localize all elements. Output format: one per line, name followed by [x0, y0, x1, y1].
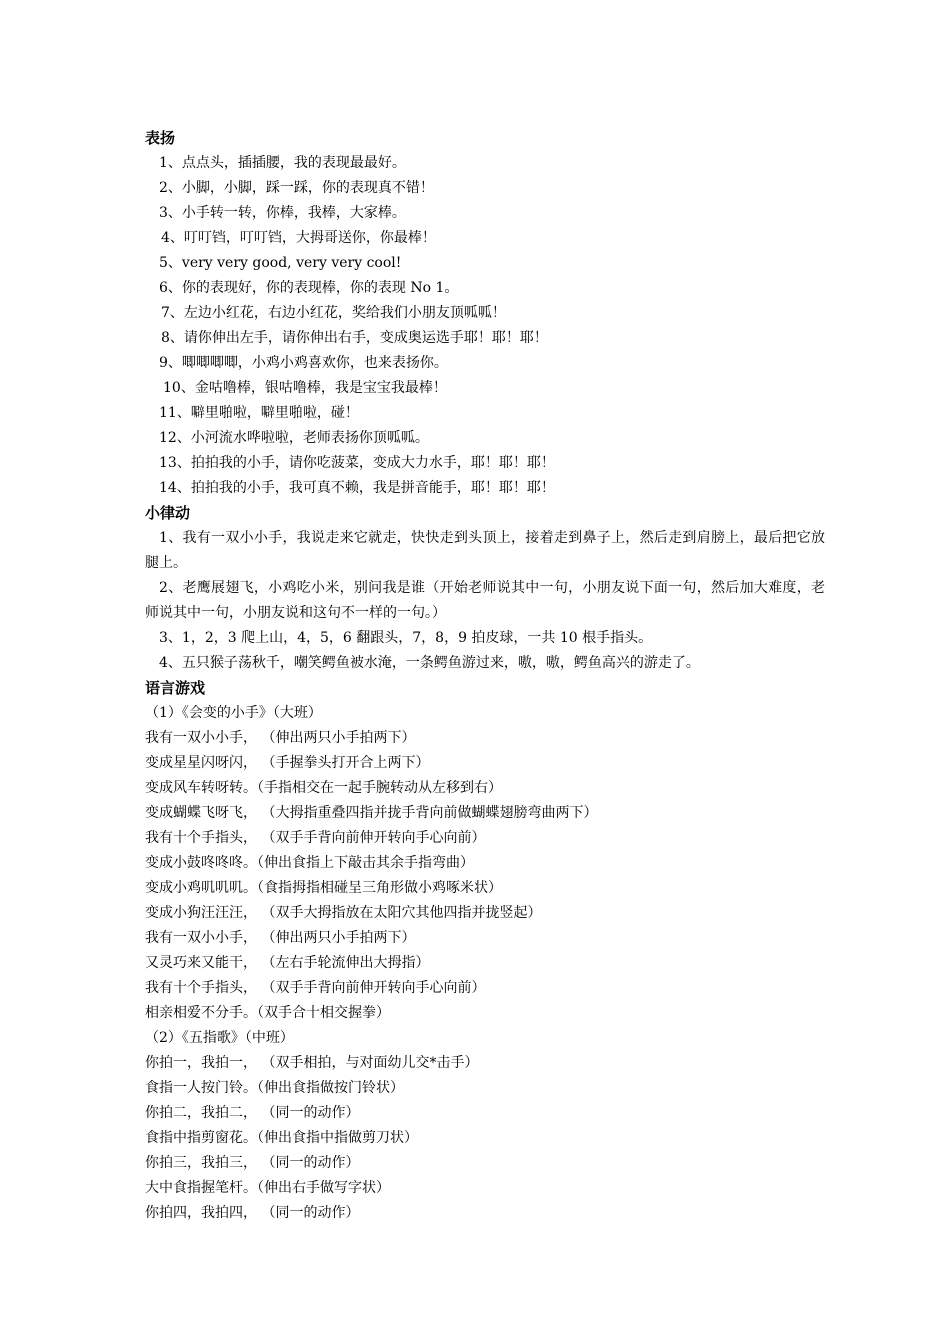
game-line: 我有一双小小手， （伸出两只小手拍两下） [145, 730, 416, 746]
game-line: 你拍一，我拍一， （双手相拍，与对面幼儿交*击手） [145, 1055, 479, 1071]
document-body [145, 126, 825, 1226]
praise-item: 8、请你伸出左手，请你伸出右手，变成奥运选手耶！耶！耶！ [161, 330, 548, 346]
game-line: 相亲相爱不分手。（双手合十相交握拳） [145, 1005, 390, 1021]
praise-item: 1、点点头，插插腰，我的表现最最好。 [159, 155, 406, 171]
praise-item: 13、拍拍我的小手，请你吃菠菜，变成大力水手，耶！耶！耶！ [159, 455, 555, 471]
rhythm-item: 3、1，2，3 爬上山，4，5，6 翻跟头，7，8，9 拍皮球，一共 10 根手指头。 [159, 630, 653, 646]
rhythm-item: 4、五只猴子荡秋千，嘲笑鳄鱼被水淹，一条鳄鱼游过来，嗷，嗷，鳄鱼高兴的游走了。 [159, 655, 700, 671]
praise-item: 9、唧唧唧唧，小鸡小鸡喜欢你，也来表扬你。 [159, 355, 448, 371]
game-line: 你拍二，我拍二， （同一的动作） [145, 1105, 360, 1121]
game-line: 你拍三，我拍三， （同一的动作） [145, 1155, 360, 1171]
section-title-praise: 表扬 [145, 129, 176, 147]
game-line: 变成星星闪呀闪， （手握拳头打开合上两下） [145, 755, 430, 771]
game-line: 大中食指握笔杆。（伸出右手做写字状） [145, 1180, 390, 1196]
praise-item: 11、噼里啪啦，噼里啪啦，碰！ [159, 405, 359, 421]
game-line: 食指中指剪窗花。（伸出食指中指做剪刀状） [145, 1130, 418, 1146]
game-line: 我有十个手指头， （双手手背向前伸开转向手心向前） [145, 830, 486, 846]
rhythm-item: 2、老鹰展翅飞，小鸡吃小米，别问我是谁（开始老师说其中一句，小朋友说下面一句，然后加大难度，老师说其中一句，小朋友说和这句不一样的一句。） [145, 580, 825, 621]
praise-item: 4、叮叮铛，叮叮铛，大拇哥送你，你最棒！ [161, 230, 436, 246]
game-line: 变成风车转呀转。（手指相交在一起手腕转动从左移到右） [145, 780, 502, 796]
game-line: 我有一双小小手， （伸出两只小手拍两下） [145, 930, 416, 946]
praise-item: 2、小脚，小脚，踩一踩，你的表现真不错！ [159, 180, 434, 196]
game-line: 变成小鼓咚咚咚。（伸出食指上下敲击其余手指弯曲） [145, 855, 474, 871]
game-title: （2）《五指歌》（中班） [145, 1030, 294, 1046]
praise-item: 10、金咕噜棒，银咕噜棒，我是宝宝我最棒！ [163, 380, 447, 396]
game-line: 变成小鸡叽叽叽。（食指拇指相碰呈三角形做小鸡啄米状） [145, 880, 502, 896]
praise-item: 5、very very good, very very cool! [159, 255, 402, 271]
section-title-rhythm: 小律动 [145, 504, 191, 522]
section-title-language-games: 语言游戏 [145, 679, 206, 697]
praise-item: 6、你的表现好，你的表现棒，你的表现 No 1。 [159, 280, 459, 296]
game-line: 变成小狗汪汪汪， （双手大拇指放在太阳穴其他四指并拢竖起） [145, 905, 542, 921]
game-line: 我有十个手指头， （双手手背向前伸开转向手心向前） [145, 980, 486, 996]
praise-item: 3、小手转一转，你棒，我棒，大家棒。 [159, 205, 406, 221]
praise-item: 12、小河流水哗啦啦，老师表扬你顶呱呱。 [159, 430, 429, 446]
game-line: 食指一人按门铃。（伸出食指做按门铃状） [145, 1080, 404, 1096]
game-line: 又灵巧来又能干， （左右手轮流伸出大拇指） [145, 955, 430, 971]
rhythm-item: 1、我有一双小小手，我说走来它就走，快快走到头顶上，接着走到鼻子上，然后走到肩膀上，最后把它放腿上。 [145, 530, 825, 571]
praise-item: 7、左边小红花，右边小红花，奖给我们小朋友顶呱呱！ [161, 305, 506, 321]
game-title: （1）《会变的小手》（大班） [145, 705, 322, 721]
praise-item: 14、拍拍我的小手，我可真不赖，我是拼音能手，耶！耶！耶！ [159, 480, 555, 496]
game-line: 你拍四，我拍四， （同一的动作） [145, 1205, 360, 1221]
game-line: 变成蝴蝶飞呀飞， （大拇指重叠四指并拢手背向前做蝴蝶翅膀弯曲两下） [145, 805, 598, 821]
